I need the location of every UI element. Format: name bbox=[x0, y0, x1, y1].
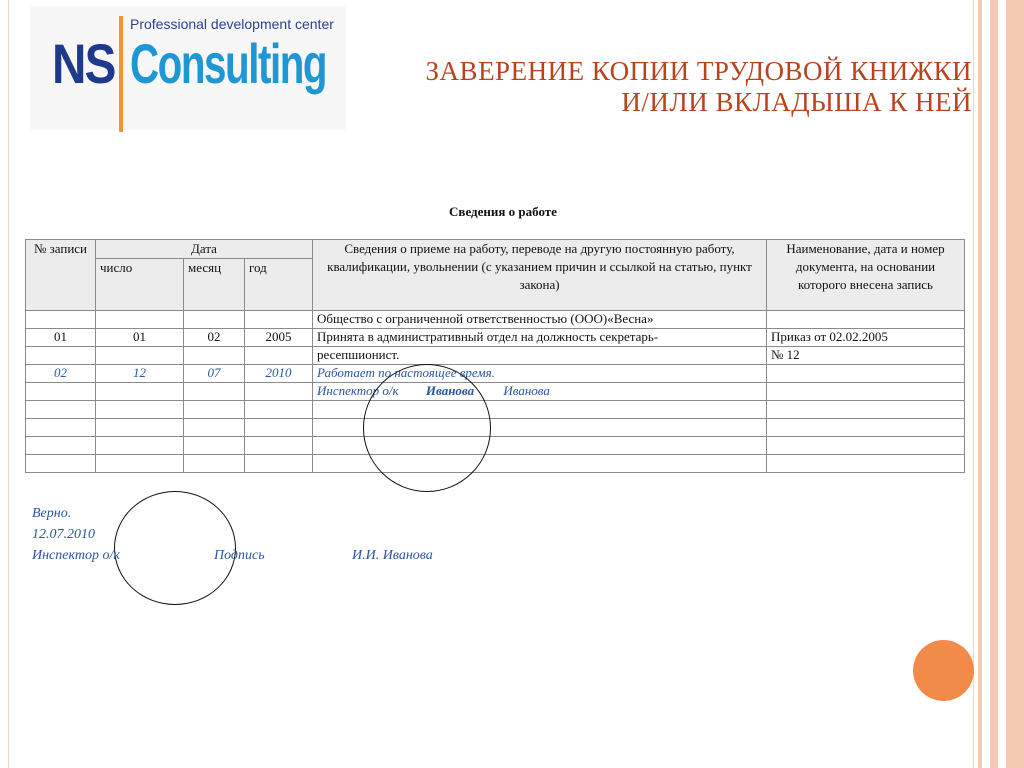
cell-empty bbox=[26, 401, 96, 419]
stamp-circle bbox=[363, 364, 491, 492]
cell-day bbox=[96, 311, 184, 329]
cell-empty bbox=[767, 419, 965, 437]
table-row bbox=[26, 419, 965, 437]
cell-basis-document: № 12 bbox=[767, 347, 965, 365]
slide-title-line-1: ЗАВЕРЕНИЕ КОПИИ ТРУДОВОЙ КНИЖКИ bbox=[425, 56, 972, 86]
cell-day: 01 bbox=[96, 329, 184, 347]
cell-year bbox=[245, 347, 313, 365]
header-work-details: Сведения о приеме на работу, переводе на другую постоянную работу, квалификации, увольнении (с указанием причин и ссылкой на статью, пункт закона) bbox=[313, 240, 767, 311]
cell-empty bbox=[96, 419, 184, 437]
cell-empty bbox=[245, 455, 313, 473]
cell-record-number: 01 bbox=[26, 329, 96, 347]
cell-record-number bbox=[26, 311, 96, 329]
cell-work-details: Принята в административный отдел на должность секретарь- bbox=[313, 329, 767, 347]
cell-empty bbox=[184, 383, 245, 401]
cell-basis-document bbox=[767, 311, 965, 329]
cell-empty bbox=[245, 437, 313, 455]
cell-empty bbox=[96, 401, 184, 419]
cell-empty bbox=[767, 437, 965, 455]
cell-empty bbox=[245, 383, 313, 401]
work-record-table bbox=[25, 239, 965, 473]
decorative-orange-circle bbox=[913, 640, 974, 701]
cell-basis-document: Приказ от 02.02.2005 bbox=[767, 329, 965, 347]
cell-month bbox=[184, 347, 245, 365]
table-row bbox=[26, 437, 965, 455]
logo-tagline: Professional development center bbox=[130, 16, 334, 32]
cell-empty bbox=[245, 419, 313, 437]
cell-year: 2005 bbox=[245, 329, 313, 347]
cell-empty bbox=[184, 419, 245, 437]
certification-signature-line bbox=[32, 545, 433, 566]
logo-divider-bar bbox=[119, 16, 123, 132]
cell-basis-document bbox=[767, 365, 965, 383]
cell-day: 12 bbox=[96, 365, 184, 383]
table-row bbox=[26, 383, 965, 401]
header-date: Дата bbox=[96, 240, 313, 259]
header-year: год bbox=[245, 259, 313, 311]
cell-month: 02 bbox=[184, 329, 245, 347]
slide-border-stripe bbox=[978, 0, 982, 768]
certification-signature: Подпись bbox=[214, 548, 265, 563]
header-month: месяц bbox=[184, 259, 245, 311]
slide-title bbox=[426, 56, 972, 118]
certification-block bbox=[32, 503, 433, 566]
cell-empty bbox=[96, 383, 184, 401]
cell-empty bbox=[26, 437, 96, 455]
logo-consulting-text: Consulting bbox=[130, 32, 327, 95]
cell-month: 07 bbox=[184, 365, 245, 383]
cell-work-details: Общество с ограниченной ответственностью (ООО)«Весна» bbox=[313, 311, 767, 329]
inspector-name: Иванова bbox=[503, 383, 550, 398]
cell-record-number: 02 bbox=[26, 365, 96, 383]
section-heading: Сведения о работе bbox=[449, 204, 557, 219]
cell-work-details: ресепшионист. bbox=[313, 347, 767, 365]
cell-empty bbox=[26, 383, 96, 401]
cell-empty bbox=[184, 455, 245, 473]
cell-day bbox=[96, 347, 184, 365]
cell-year bbox=[245, 311, 313, 329]
certification-position: Инспектор о/к bbox=[32, 548, 120, 563]
certification-date: 12.07.2010 bbox=[32, 527, 95, 542]
cell-empty bbox=[26, 419, 96, 437]
header-record-number: № записи bbox=[26, 240, 96, 311]
cell-empty bbox=[767, 401, 965, 419]
certification-name: И.И. Иванова bbox=[352, 548, 433, 563]
table-row bbox=[26, 401, 965, 419]
cell-empty bbox=[96, 455, 184, 473]
cell-month bbox=[184, 311, 245, 329]
header-basis-document: Наименование, дата и номер документа, на основании которого внесена запись bbox=[767, 240, 965, 311]
cell-empty bbox=[96, 437, 184, 455]
cell-empty bbox=[767, 383, 965, 401]
ns-consulting-logo bbox=[30, 6, 346, 130]
table-row bbox=[26, 311, 965, 329]
cell-empty bbox=[767, 455, 965, 473]
slide-border-stripe bbox=[1006, 0, 1024, 768]
table-row bbox=[26, 365, 965, 383]
slide-border-stripe bbox=[990, 0, 998, 768]
cell-record-number bbox=[26, 347, 96, 365]
cell-year: 2010 bbox=[245, 365, 313, 383]
slide-title-line-2: И/ИЛИ ВКЛАДЫША К НЕЙ bbox=[621, 87, 972, 117]
table-row bbox=[26, 329, 965, 347]
cell-work-details: Работает по настоящее время. bbox=[313, 365, 767, 383]
cell-empty bbox=[245, 401, 313, 419]
table-row bbox=[26, 455, 965, 473]
inspector-signature: Иванова bbox=[425, 383, 475, 398]
inspector-position: Инспектор о/к bbox=[317, 383, 399, 398]
cell-empty bbox=[26, 455, 96, 473]
header-day: число bbox=[96, 259, 184, 311]
certification-verified: Верно. bbox=[32, 506, 72, 521]
logo-ns-text: NS bbox=[52, 32, 115, 95]
table-row bbox=[26, 347, 965, 365]
cell-empty bbox=[184, 401, 245, 419]
table-header-row bbox=[26, 240, 965, 259]
cell-empty bbox=[184, 437, 245, 455]
